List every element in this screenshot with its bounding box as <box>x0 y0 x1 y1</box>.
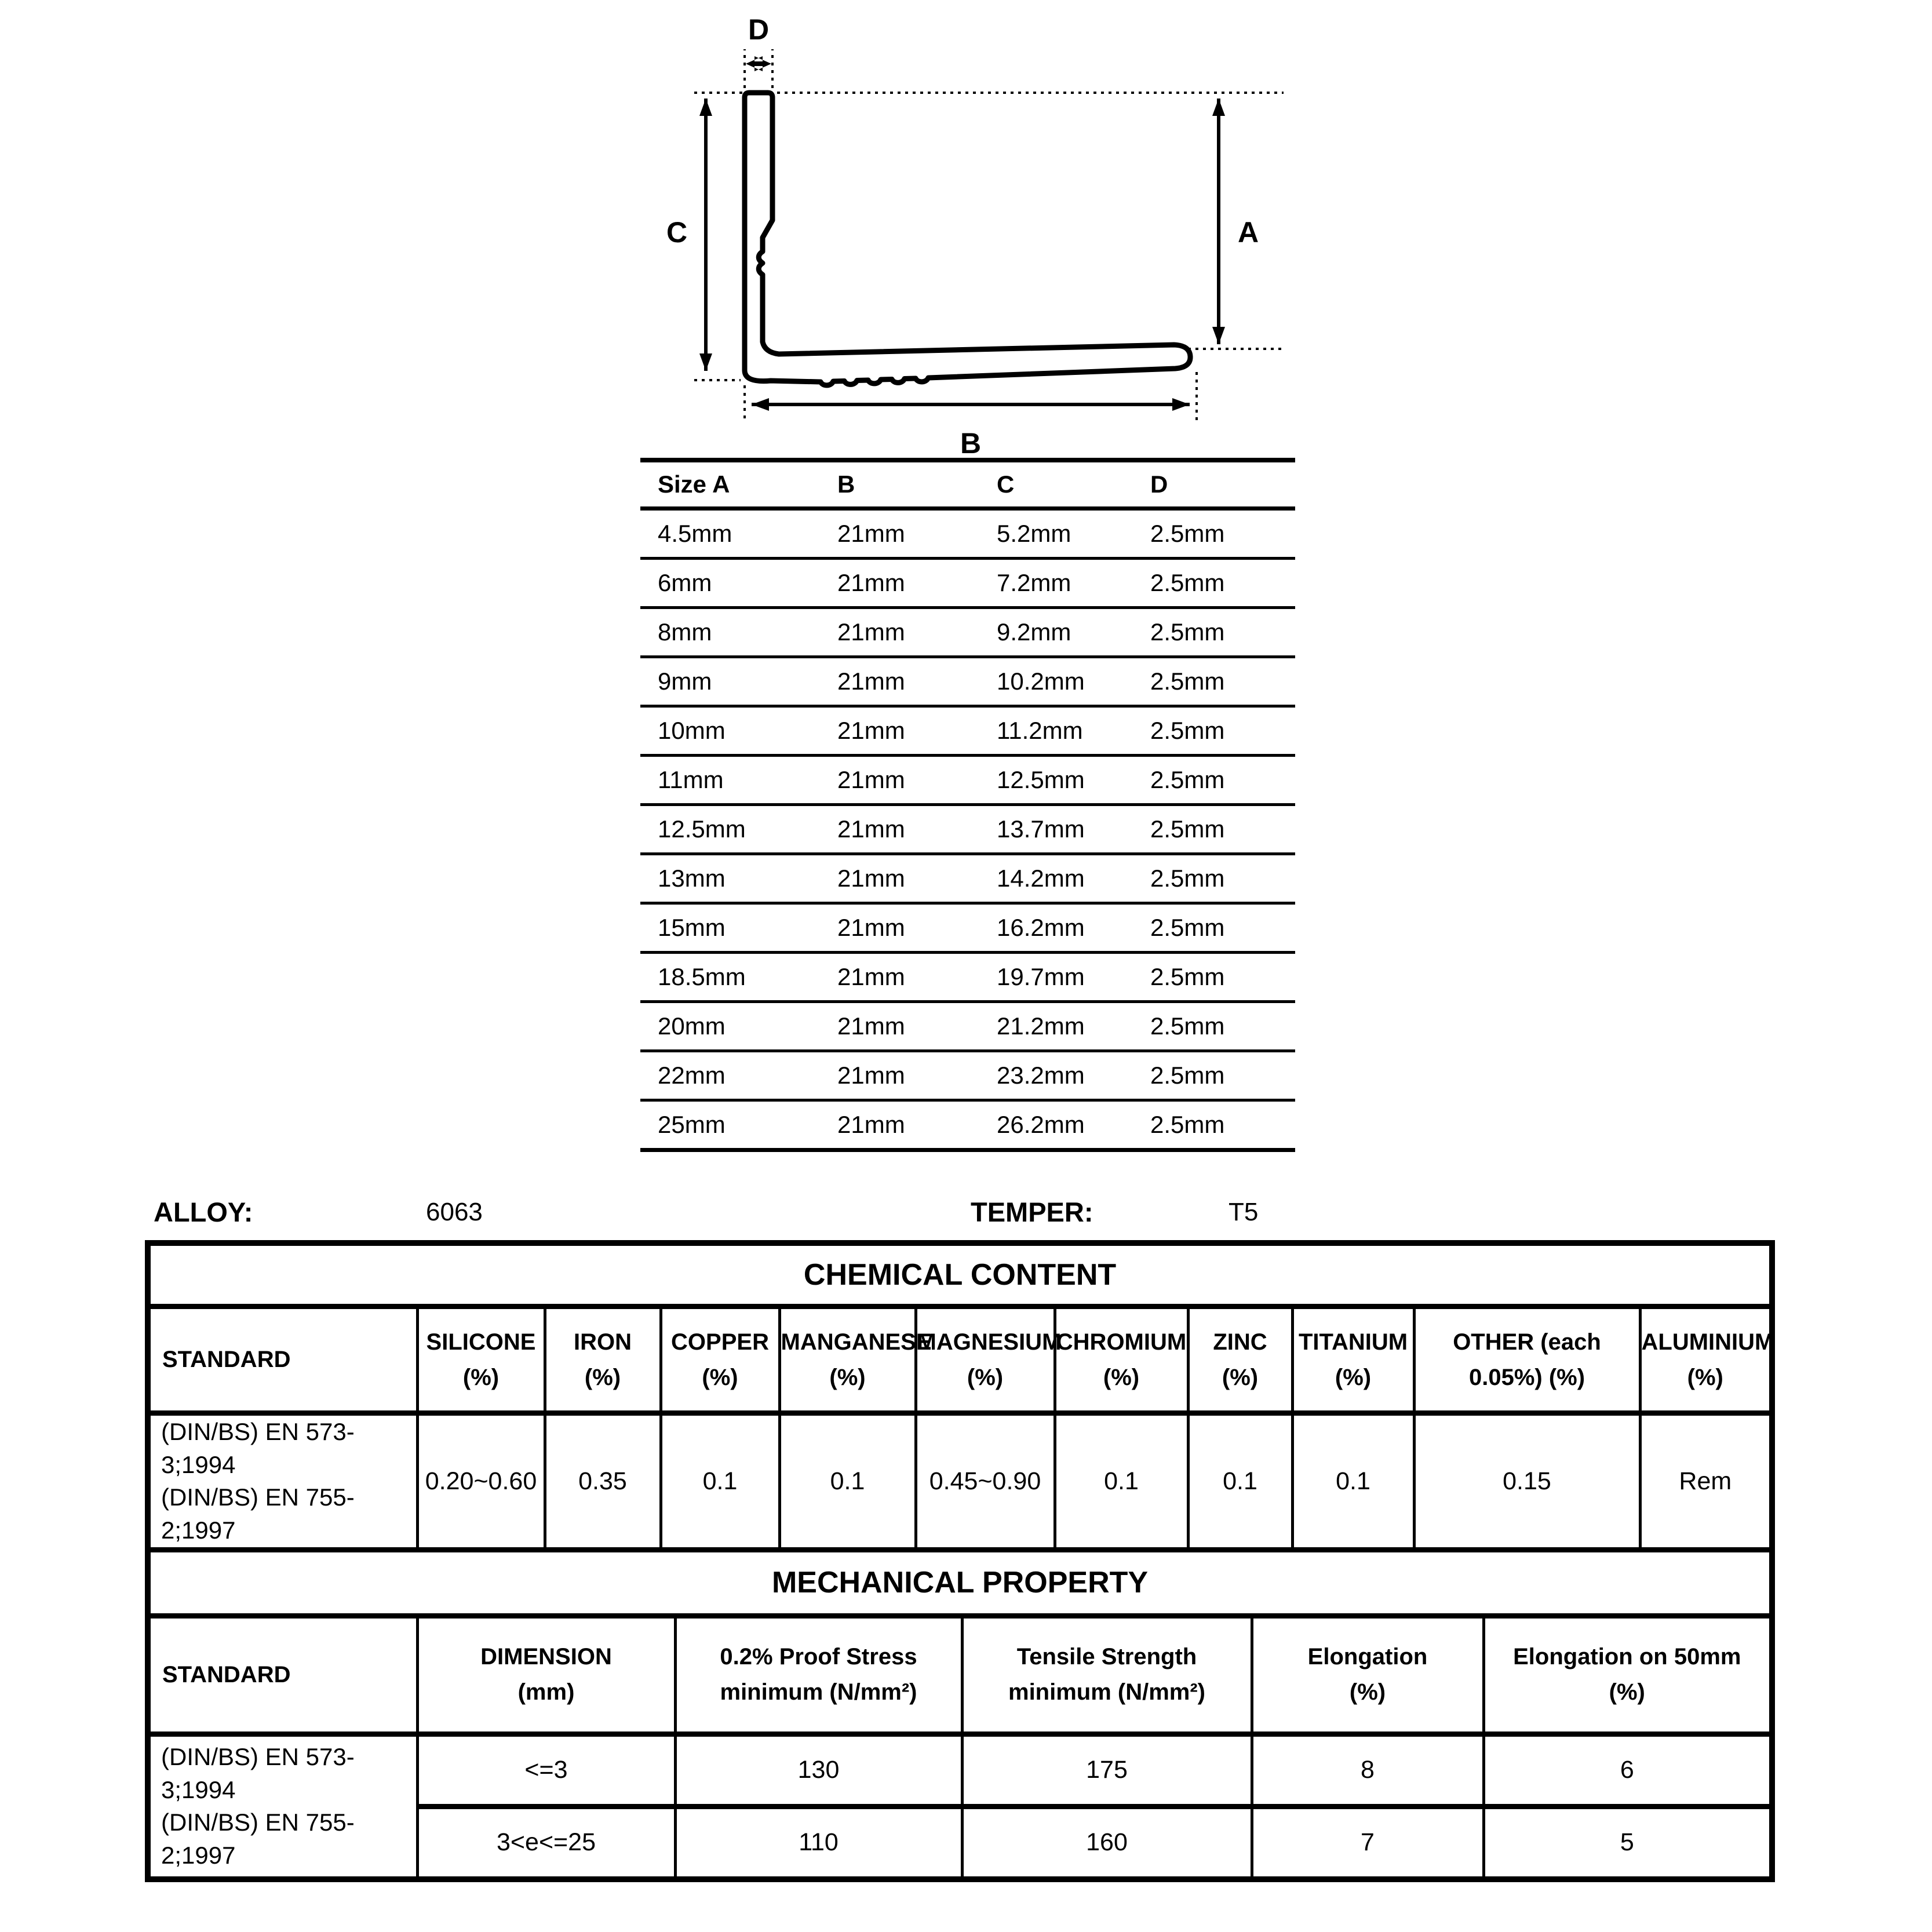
header-unit: (%) <box>1609 1679 1645 1705</box>
size-table-header: Size A <box>658 471 730 498</box>
size-table-header: D <box>1150 471 1168 498</box>
column-header-magnesium <box>916 1307 1062 1413</box>
size-cell: 2.5mm <box>1150 717 1225 744</box>
size-cell: 21mm <box>837 1062 905 1089</box>
mechanical-property-table <box>151 1547 1769 1876</box>
header-name: Elongation on 50mm <box>1513 1644 1741 1670</box>
column-header-copper <box>661 1307 779 1413</box>
size-cell: 4.5mm <box>658 520 732 547</box>
mechanical-header-row <box>151 1616 1769 1734</box>
titanium-value: 0.1 <box>1292 1413 1414 1547</box>
header-unit: (%) <box>1349 1679 1386 1705</box>
size-table <box>640 458 1295 1152</box>
column-header-titanium <box>1292 1307 1414 1413</box>
standard-line: (DIN/BS) EN 573-3;1994 <box>161 1418 355 1478</box>
table-row <box>640 756 1295 805</box>
header-name: OTHER (each <box>1453 1329 1601 1355</box>
size-cell: 11mm <box>658 766 724 793</box>
header-unit: 0.05%) (%) <box>1468 1364 1585 1390</box>
size-cell: 2.5mm <box>1150 618 1225 646</box>
column-header-aluminium <box>1640 1307 1774 1413</box>
size-table-header: C <box>997 471 1015 498</box>
size-cell: 23.2mm <box>997 1062 1085 1089</box>
alloy-label: ALLOY: <box>154 1197 253 1227</box>
column-header-zinc <box>1188 1307 1292 1413</box>
size-cell: 18.5mm <box>658 963 746 990</box>
size-cell: 8mm <box>658 618 712 646</box>
chemical-data-row <box>151 1413 1769 1547</box>
proof-stress-value: 130 <box>675 1734 962 1806</box>
column-header-elongation <box>1252 1616 1483 1734</box>
size-cell: 21mm <box>837 1111 905 1138</box>
size-cell: 12.5mm <box>997 766 1085 793</box>
size-cell: 2.5mm <box>1150 1062 1225 1089</box>
header-unit: minimum (N/mm²) <box>1008 1679 1205 1705</box>
table-row <box>640 953 1295 1002</box>
standard-cell <box>151 1734 417 1876</box>
size-cell: 21mm <box>837 569 905 596</box>
tensile-strength-value: 175 <box>962 1734 1252 1806</box>
header-unit: (%) <box>584 1364 621 1390</box>
silicone-value: 0.20~0.60 <box>417 1413 545 1547</box>
size-cell: 21mm <box>837 766 905 793</box>
chromium-value: 0.1 <box>1055 1413 1188 1547</box>
mechanical-property-title: MECHANICAL PROPERTY <box>771 1566 1149 1600</box>
column-header-other <box>1414 1307 1640 1413</box>
size-cell: 5.2mm <box>997 520 1071 547</box>
tensile-strength-value: 160 <box>962 1806 1252 1876</box>
elongation-value: 8 <box>1252 1734 1483 1806</box>
table-row <box>640 805 1295 854</box>
column-header-tensile-strength <box>962 1616 1252 1734</box>
chemical-content-table <box>151 1246 1774 1547</box>
size-cell: 26.2mm <box>997 1111 1085 1138</box>
header-unit: (mm) <box>517 1679 575 1705</box>
standard-line: (DIN/BS) EN 755-2;1997 <box>161 1483 355 1544</box>
header-name: STANDARD <box>162 1347 291 1372</box>
iron-value: 0.35 <box>545 1413 661 1547</box>
table-row <box>640 1100 1295 1150</box>
size-cell: 21mm <box>837 1012 905 1040</box>
column-header-standard <box>151 1616 417 1734</box>
mechanical-data-row <box>151 1734 1769 1806</box>
alloy-temper-row <box>0 1195 1932 1230</box>
size-cell: 10mm <box>658 717 726 744</box>
proof-stress-value: 110 <box>675 1806 962 1876</box>
temper-label: TEMPER: <box>971 1197 1093 1227</box>
header-name: ZINC <box>1213 1329 1267 1355</box>
other-value: 0.15 <box>1414 1413 1640 1547</box>
column-header-dimension <box>417 1616 675 1734</box>
header-name: MANGANESE <box>781 1329 932 1355</box>
size-cell: 10.2mm <box>997 668 1085 695</box>
header-name: Elongation <box>1307 1644 1428 1670</box>
size-cell: 13.7mm <box>997 815 1085 843</box>
column-header-iron <box>545 1307 661 1413</box>
column-header-elongation-50mm <box>1483 1616 1769 1734</box>
header-unit: (%) <box>1687 1364 1723 1390</box>
size-cell: 7.2mm <box>997 569 1071 596</box>
chemical-header-row <box>151 1307 1769 1413</box>
elongation-50mm-value: 5 <box>1483 1806 1769 1876</box>
profile-outline <box>745 93 1190 385</box>
elongation-50mm-value: 6 <box>1483 1734 1769 1806</box>
size-cell: 21mm <box>837 520 905 547</box>
header-name: MAGNESIUM <box>917 1329 1062 1355</box>
standard-line: (DIN/BS) EN 573-3;1994 <box>161 1743 355 1803</box>
aluminium-value: Rem <box>1640 1413 1769 1547</box>
size-cell: 13mm <box>658 865 726 892</box>
temper-value: T5 <box>1229 1198 1259 1226</box>
size-cell: 9mm <box>658 668 712 695</box>
header-name: SILICONE <box>426 1329 536 1355</box>
size-cell: 2.5mm <box>1150 766 1225 793</box>
column-header-proof-stress <box>675 1616 962 1734</box>
size-cell: 14.2mm <box>997 865 1085 892</box>
chemical-title-row <box>151 1246 1769 1307</box>
standard-cell <box>151 1413 417 1547</box>
table-row <box>640 509 1295 559</box>
table-row <box>640 706 1295 756</box>
size-cell: 25mm <box>658 1111 726 1138</box>
header-name: STANDARD <box>162 1661 291 1687</box>
header-name: ALUMINIUM <box>1641 1329 1774 1355</box>
chemical-content-title: CHEMICAL CONTENT <box>803 1258 1117 1292</box>
size-cell: 2.5mm <box>1150 668 1225 695</box>
mechanical-title-row <box>151 1550 1769 1616</box>
header-unit: (%) <box>1103 1364 1140 1390</box>
header-name: Tensile Strength <box>1016 1644 1197 1670</box>
column-header-silicone <box>417 1307 545 1413</box>
size-cell: 21mm <box>837 963 905 990</box>
size-cell: 21mm <box>837 618 905 646</box>
size-cell: 2.5mm <box>1150 963 1225 990</box>
column-header-manganese <box>779 1307 932 1413</box>
size-cell: 21mm <box>837 668 905 695</box>
dimension-value: 3<e<=25 <box>417 1806 675 1876</box>
size-cell: 19.7mm <box>997 963 1085 990</box>
dimension-a-label: A <box>1237 216 1259 249</box>
size-cell: 2.5mm <box>1150 1111 1225 1138</box>
column-header-chromium <box>1055 1307 1188 1413</box>
header-name: DIMENSION <box>480 1644 612 1670</box>
size-cell: 21mm <box>837 815 905 843</box>
size-cell: 2.5mm <box>1150 914 1225 941</box>
header-unit: (%) <box>1222 1364 1259 1390</box>
size-table-header: B <box>837 471 855 498</box>
size-cell: 2.5mm <box>1150 569 1225 596</box>
table-row <box>640 559 1295 608</box>
size-cell: 16.2mm <box>997 914 1085 941</box>
header-unit: (%) <box>702 1364 738 1390</box>
size-cell: 2.5mm <box>1150 815 1225 843</box>
size-cell: 6mm <box>658 569 712 596</box>
table-row <box>640 1002 1295 1051</box>
size-cell: 21mm <box>837 914 905 941</box>
header-name: 0.2% Proof Stress <box>720 1644 917 1670</box>
size-cell: 22mm <box>658 1062 726 1089</box>
table-row <box>640 1051 1295 1100</box>
dimension-d-label: D <box>748 13 770 46</box>
size-cell: 2.5mm <box>1150 1012 1225 1040</box>
header-name: COPPER <box>671 1329 769 1355</box>
size-cell: 21.2mm <box>997 1012 1085 1040</box>
spec-tables <box>145 1240 1775 1882</box>
header-unit: (%) <box>462 1364 500 1390</box>
table-row <box>640 854 1295 903</box>
table-row <box>640 608 1295 657</box>
size-cell: 21mm <box>837 717 905 744</box>
size-table-header-row <box>640 460 1295 509</box>
header-name: CHROMIUM <box>1056 1329 1187 1355</box>
table-row <box>640 903 1295 953</box>
size-cell: 15mm <box>658 914 726 941</box>
magnesium-value: 0.45~0.90 <box>916 1413 1055 1547</box>
size-cell: 9.2mm <box>997 618 1071 646</box>
size-cell: 20mm <box>658 1012 726 1040</box>
dimension-b-label: B <box>960 427 982 460</box>
copper-value: 0.1 <box>661 1413 779 1547</box>
table-row <box>640 657 1295 706</box>
manganese-value: 0.1 <box>779 1413 916 1547</box>
header-unit: minimum (N/mm²) <box>720 1679 917 1705</box>
size-cell: 11.2mm <box>997 717 1083 744</box>
header-name: TITANIUM <box>1298 1329 1408 1355</box>
standard-line: (DIN/BS) EN 755-2;1997 <box>161 1809 355 1869</box>
column-header-standard <box>151 1307 417 1413</box>
alloy-value: 6063 <box>426 1198 483 1226</box>
header-unit: (%) <box>1335 1364 1372 1390</box>
size-cell: 21mm <box>837 865 905 892</box>
header-name: IRON <box>574 1329 632 1355</box>
header-unit: (%) <box>829 1364 866 1390</box>
header-unit: (%) <box>967 1364 1004 1390</box>
dimension-value: <=3 <box>417 1734 675 1806</box>
dimension-c-label: C <box>666 216 688 249</box>
elongation-value: 7 <box>1252 1806 1483 1876</box>
size-cell: 12.5mm <box>658 815 746 843</box>
size-cell: 2.5mm <box>1150 865 1225 892</box>
dimension-d-arrow <box>746 56 771 71</box>
zinc-value: 0.1 <box>1188 1413 1292 1547</box>
profile-diagram <box>632 6 1304 469</box>
size-cell: 2.5mm <box>1150 520 1225 547</box>
